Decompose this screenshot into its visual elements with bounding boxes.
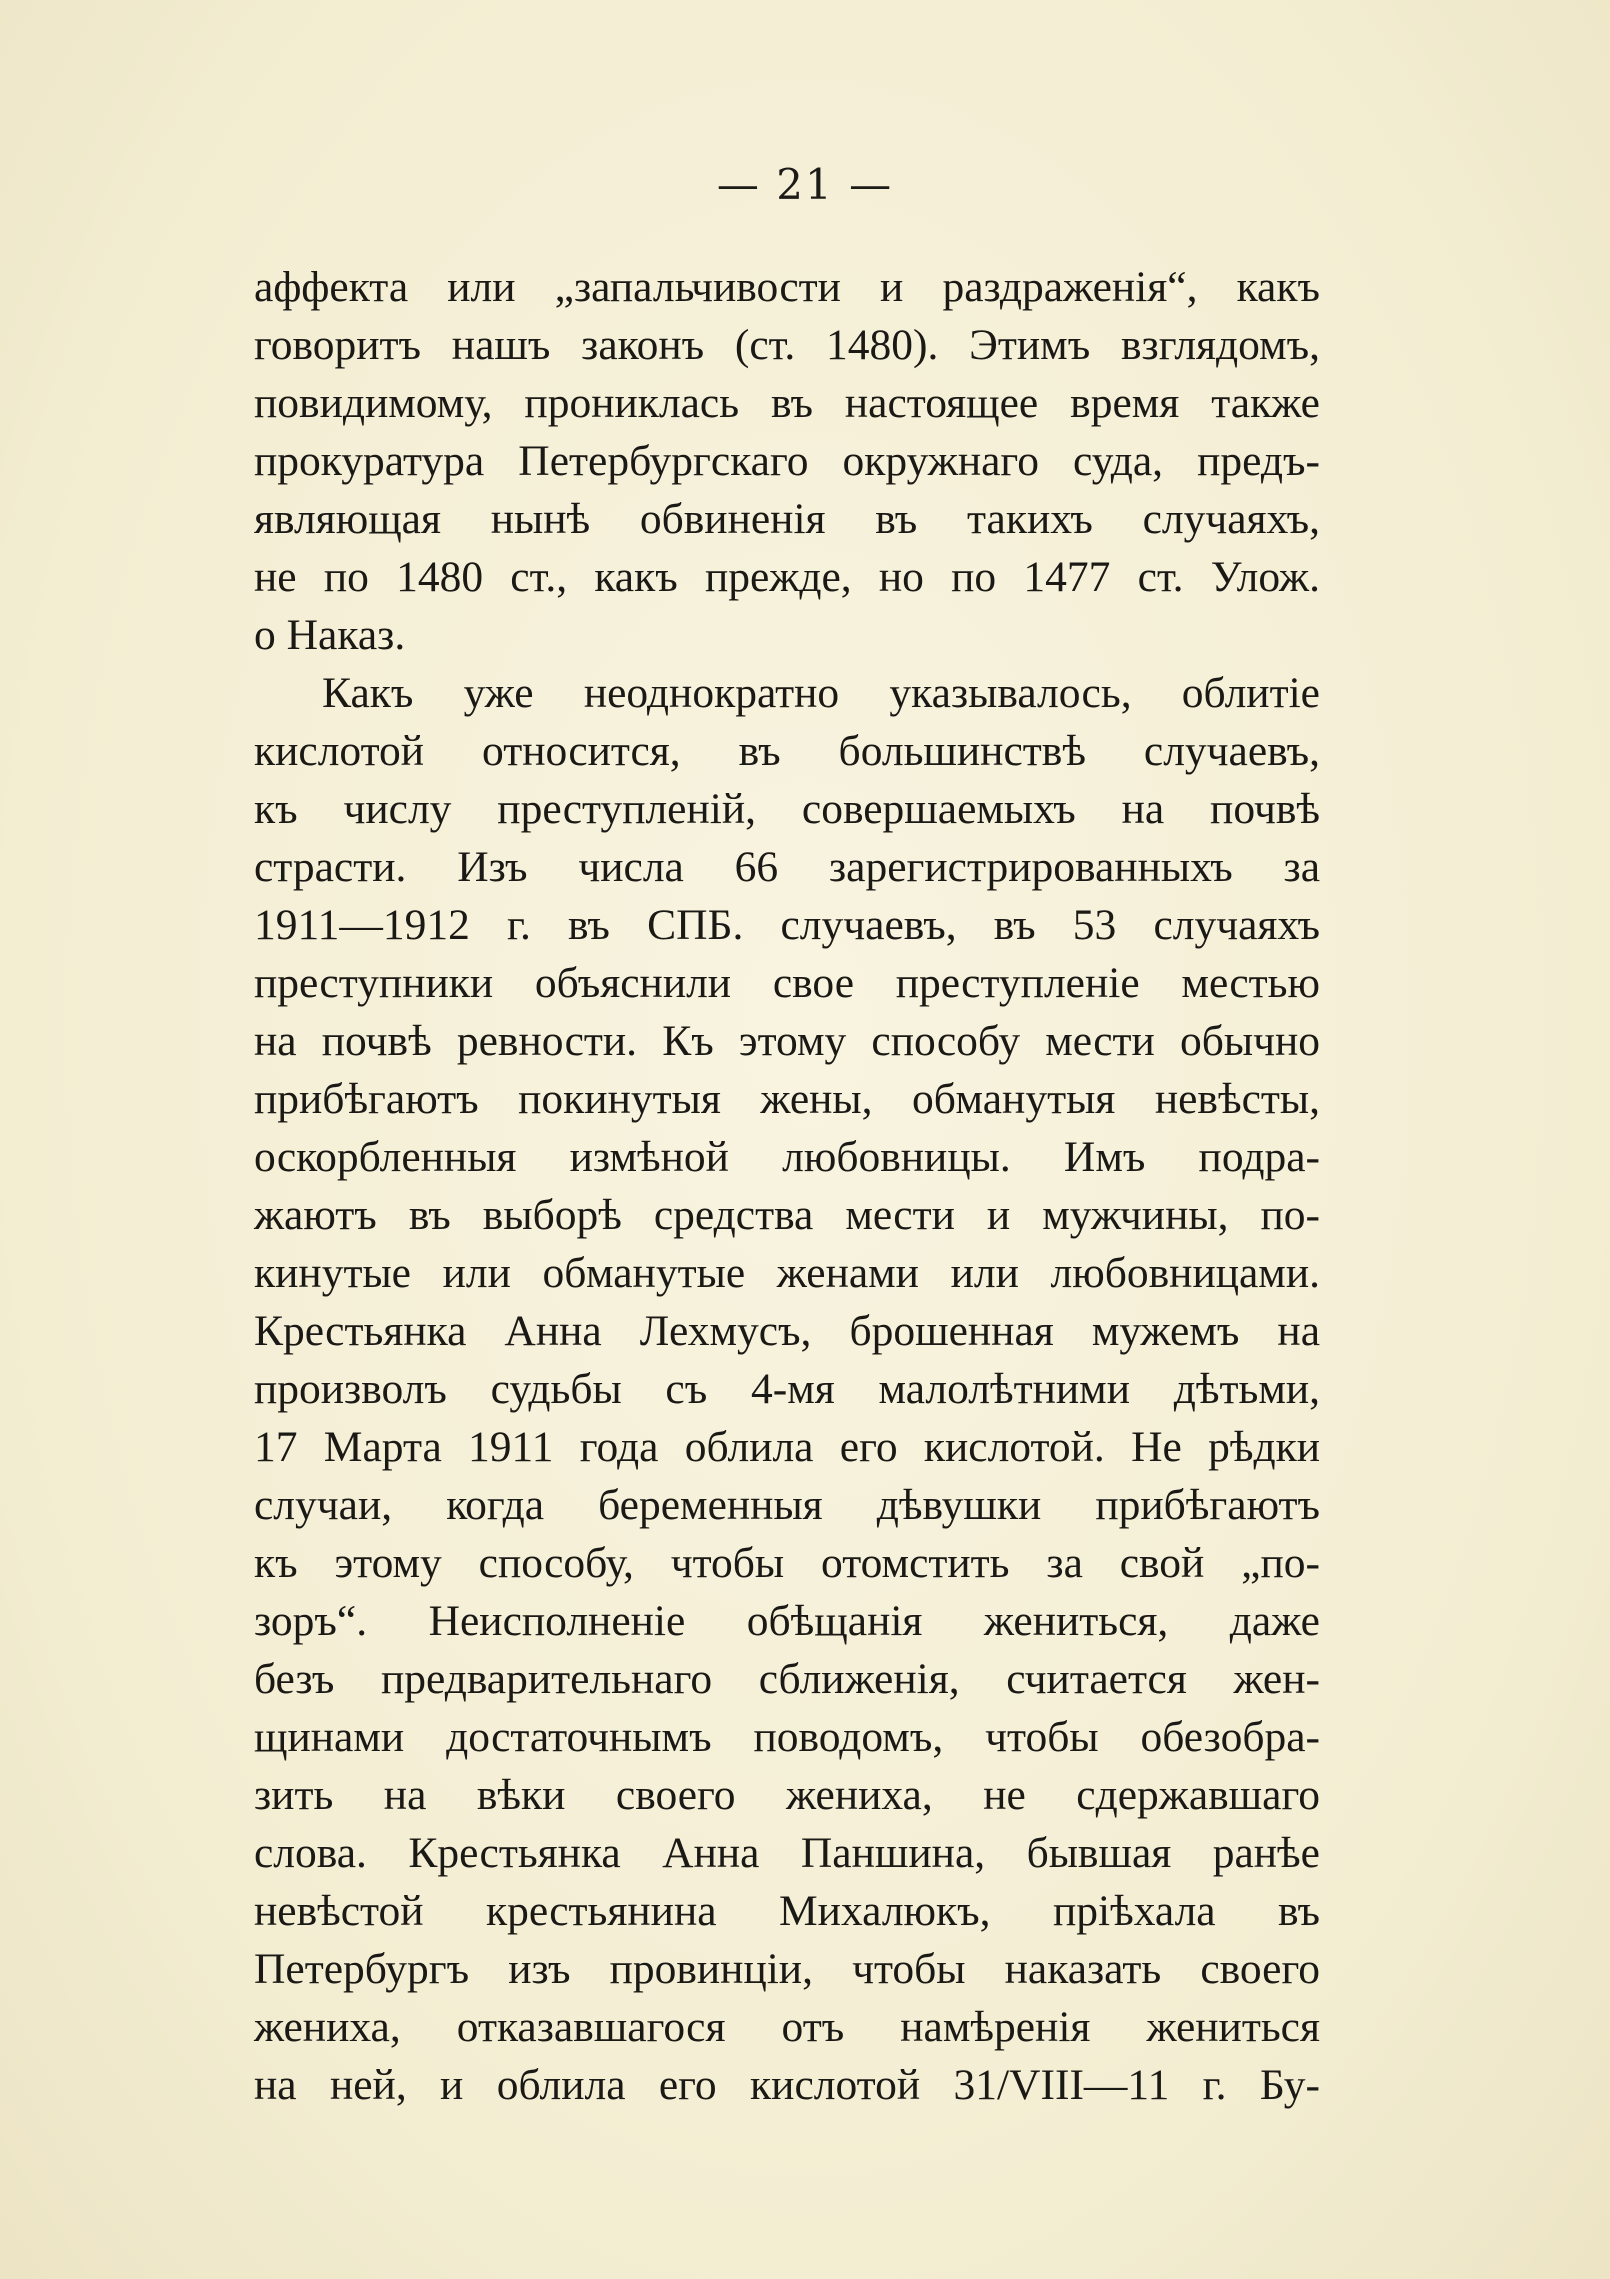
text-line: говоритъ нашъ законъ (ст. 1480). Этимъ взглядомъ,	[254, 321, 1320, 369]
text-line: Крестьянка Анна Лехмусъ, брошенная мужемъ на	[254, 1307, 1320, 1355]
text-line: страсти. Изъ числа 66 зарегистрированныхъ за	[254, 843, 1320, 891]
text-line: преступники объяснили свое преступленіе местью	[254, 959, 1320, 1007]
text-line: щинами достаточнымъ поводомъ, чтобы обезобра-	[254, 1713, 1320, 1761]
text-line: прокуратура Петербургскаго окружнаго суда, предъ-	[254, 437, 1320, 485]
text-line: кислотой относится, въ большинствѣ случаевъ,	[254, 727, 1320, 775]
text-line: являющая нынѣ обвиненія въ такихъ случаяхъ,	[254, 495, 1320, 543]
text-line: къ числу преступленій, совершаемыхъ на почвѣ	[254, 785, 1320, 833]
text-line: зоръ“. Неисполненіе обѣщанія жениться, даже	[254, 1597, 1320, 1645]
text-line: слова. Крестьянка Анна Паншина, бывшая ранѣе	[254, 1829, 1320, 1877]
text-line: на почвѣ ревности. Къ этому способу мести обычно	[254, 1017, 1320, 1065]
text-line: случаи, когда беременныя дѣвушки прибѣгаютъ	[254, 1481, 1320, 1529]
text-line: Петербургъ изъ провинціи, чтобы наказать своего	[254, 1945, 1320, 1993]
text-line: прибѣгаютъ покинутыя жены, обманутыя невѣсты,	[254, 1075, 1320, 1123]
text-line: 1911—1912 г. въ СПБ. случаевъ, въ 53 случаяхъ	[254, 901, 1320, 949]
text-line: Какъ уже неоднократно указывалось, облитіе	[322, 669, 1320, 717]
text-line: кинутые или обманутые женами или любовницами.	[254, 1249, 1320, 1297]
text-line: зить на вѣки своего жениха, не сдержавшаго	[254, 1771, 1320, 1819]
body-text	[254, 258, 1320, 2114]
page-number: — 21 —	[716, 160, 894, 209]
text-line: 17 Марта 1911 года облила его кислотой. Не рѣдки	[254, 1423, 1320, 1471]
text-line: о Наказ.	[254, 611, 406, 659]
text-line: жаютъ въ выборѣ средства мести и мужчины, по-	[254, 1191, 1320, 1239]
text-line: къ этому способу, чтобы отомстить за свой „по-	[254, 1539, 1320, 1587]
text-line: оскорбленныя измѣной любовницы. Имъ подра-	[254, 1133, 1320, 1181]
text-line: на ней, и облила его кислотой 31/VIII—11 г. Бу-	[254, 2061, 1320, 2109]
text-line: не по 1480 ст., какъ прежде, но по 1477 ст. Улож.	[254, 553, 1320, 601]
text-line: жениха, отказавшагося отъ намѣренія жениться	[254, 2003, 1320, 2051]
text-line: аффекта или „запальчивости и раздраженія“, какъ	[254, 263, 1320, 311]
text-line: безъ предварительнаго сближенія, считается жен-	[254, 1655, 1320, 1703]
text-line: невѣстой крестьянина Михалюкъ, пріѣхала въ	[254, 1887, 1320, 1935]
text-line: повидимому, прониклась въ настоящее время также	[254, 379, 1320, 427]
text-line: произволъ судьбы съ 4-мя малолѣтними дѣтьми,	[254, 1365, 1320, 1413]
